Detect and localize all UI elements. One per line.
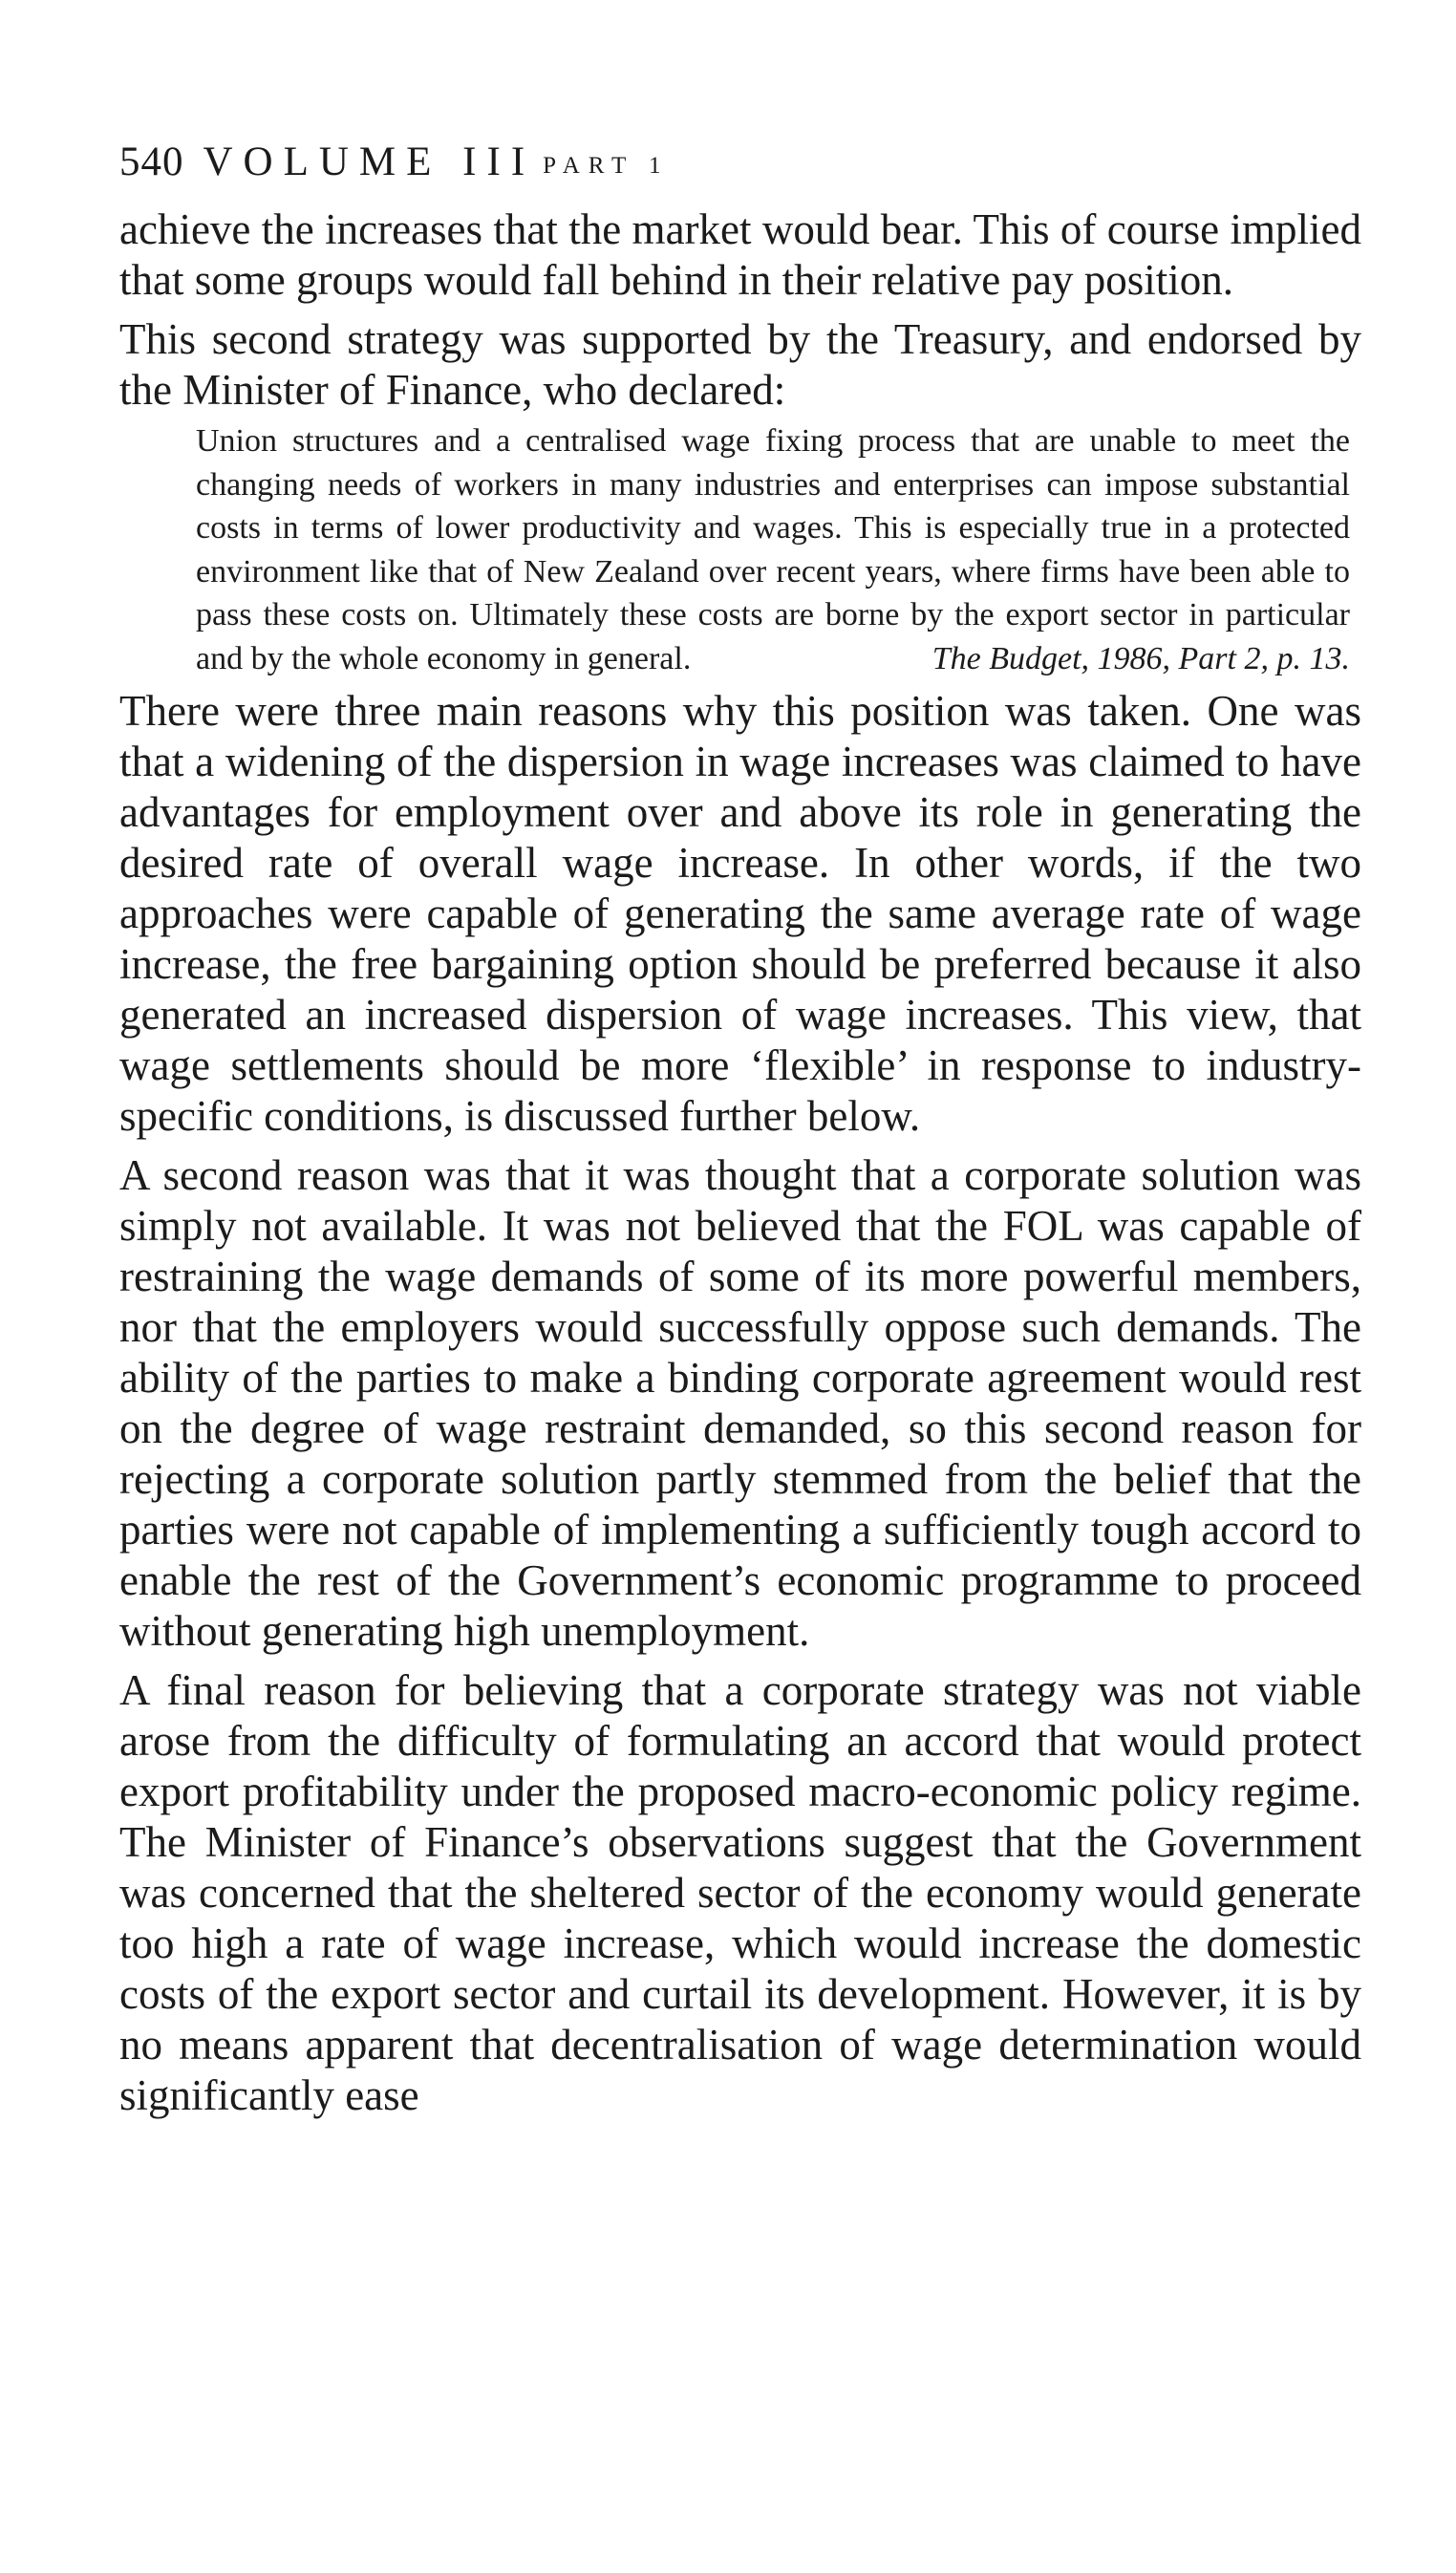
paragraph-1: achieve the increases that the market would bear. This of course implied that some groups would fall behind in their relative pay position. [119,205,1361,304]
page-number: 540 [119,139,184,184]
paragraph-4: A second reason was that it was thought that a corporate solution was simply not available. It was not believed that the FOL was capable of restraining the wage demands of some of its more powerful members, nor that the employers would successfully oppose such demands. The ability of the parties to make a binding corporate agreement would rest on the degree of wage restraint demanded, so this second reason for rejecting a corporate solution partly stemmed from the belief that the parties were not capable of implementing a sufficiently tough accord to enable the rest of the Government’s economic programme to proceed without generating high unemployment. [119,1151,1361,1655]
quote-citation: The Budget, 1986, Part 2, p. 13. [931,640,1350,676]
block-quote [196,419,1350,680]
running-head [119,134,1361,191]
paragraph-2: This second strategy was supported by the Treasury, and endorsed by the Minister of Finance, who declared: [119,315,1361,414]
paragraph-3: There were three main reasons why this position was taken. One was that a widening of the dispersion in wage increases was claimed to have advantages for employment over and above its role in generating the desired rate of overall wage increase. In other words, if the two approaches were capable of generating the same average rate of wage increase, the free bargaining option should be preferred because it also generated an increased dispersion of wage increases. This view, that wage settlements should be more ‘flexible’ in response to industry-specific conditions, is discussed further below. [119,687,1361,1140]
paragraph-5: A final reason for believing that a corporate strategy was not viable arose from the difficulty of formulating an accord that would protect export profitability under the proposed macro-economic policy regime. The Minister of Finance’s observations suggest that the Government was concerned that the sheltered sector of the economy would generate too high a rate of wage increase, which would increase the domestic costs of the export sector and curtail its development. However, it is by no means apparent that decentralisation of wage determination would significantly ease [119,1666,1361,2119]
quote-text: Union structures and a centralised wage fixing process that are unable to meet the changing needs of workers in many industries and enterprises can impose substantial costs in terms of lower productivity and wages. This is especially true in a protected environment like that of New Zealand over recent years, where firms have been able to pass these costs on. Ultimately these costs are borne by the export sector in particular and by the whole economy in general. [196,423,1350,676]
book-page [119,134,1361,2121]
part-label: PART 1 [543,153,670,179]
volume-label: VOLUME III [203,139,536,184]
